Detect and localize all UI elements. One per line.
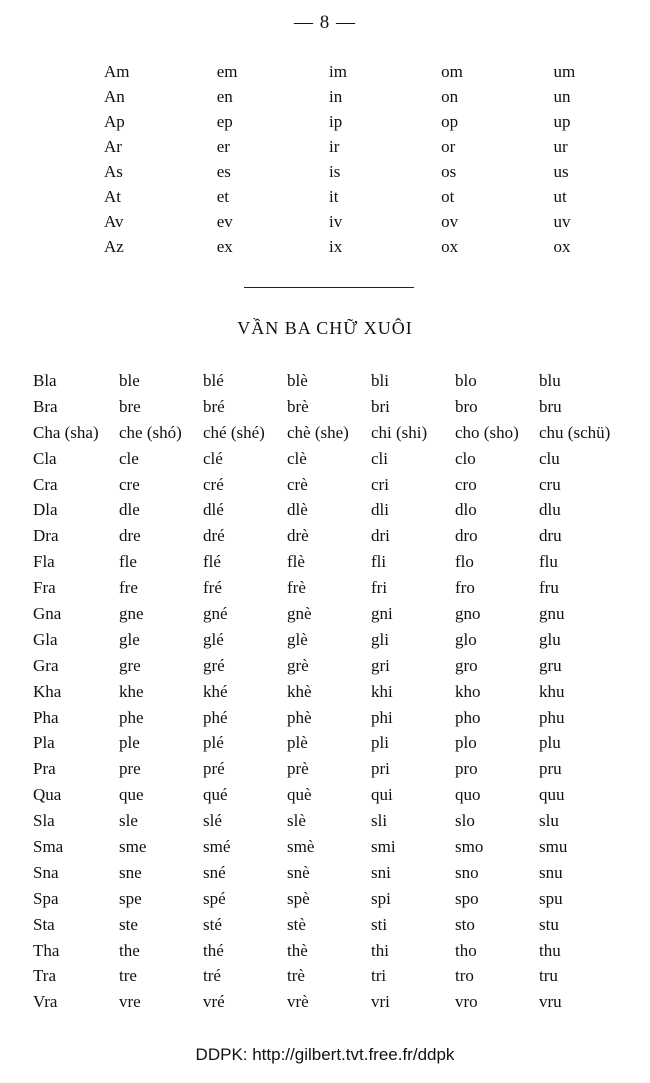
syllable-cell: blè <box>287 370 308 390</box>
syllable-cell: gle <box>119 629 140 649</box>
syllable-cell: khé <box>203 681 228 701</box>
syllable-cell: phu <box>539 707 565 727</box>
syllable-cell: sné <box>203 862 226 882</box>
syllable-cell: cro <box>455 474 477 494</box>
syllable-cell: qué <box>203 785 228 805</box>
syllable-cell: ble <box>119 370 140 390</box>
syllable-cell: sli <box>371 811 388 831</box>
syllable-cell: fro <box>455 578 475 598</box>
table-row <box>88 184 650 209</box>
syllable-cell: spu <box>539 888 563 908</box>
syllable-cell: smo <box>455 836 484 856</box>
syllable-cell: om <box>441 61 463 81</box>
table-row <box>88 134 650 159</box>
syllable-cell: gli <box>371 629 389 649</box>
syllable-cell: pho <box>455 707 481 727</box>
syllable-cell: gne <box>119 603 144 623</box>
syllable-cell: plo <box>455 733 477 753</box>
syllable-cell: smi <box>371 836 396 856</box>
syllable-cell: slu <box>539 811 559 831</box>
syllable-cell: fli <box>371 552 387 572</box>
syllable-cell: fru <box>539 578 559 598</box>
syllable-cell: grè <box>287 655 309 675</box>
syllable-cell: sni <box>371 862 391 882</box>
syllable-cell: flo <box>455 552 474 572</box>
syllable-cell: vré <box>203 992 225 1012</box>
syllable-cell: quu <box>539 785 565 805</box>
table-row <box>33 523 623 549</box>
syllable-cell: cré <box>203 474 224 494</box>
syllable-cell: bre <box>119 396 141 416</box>
syllable-cell: khè <box>287 681 312 701</box>
syllable-cell: ur <box>553 136 568 156</box>
table-row <box>33 627 623 653</box>
syllable-cell: vro <box>455 992 478 1012</box>
syllable-cell: plu <box>539 733 561 753</box>
page-number: — 8 — <box>294 12 356 33</box>
table-row <box>33 446 623 472</box>
syllable-cell: phé <box>203 707 228 727</box>
table-row <box>33 938 623 964</box>
syllable-cell: fle <box>119 552 137 572</box>
syllable-cell: uv <box>553 211 571 231</box>
syllable-table-top <box>88 59 650 259</box>
syllable-cell: chu (schü) <box>539 422 611 442</box>
syllable-cell: dlu <box>539 500 561 520</box>
syllable-cell: sti <box>371 914 388 934</box>
syllable-cell: pro <box>455 759 478 779</box>
syllable-cell: Sna <box>33 862 59 882</box>
syllable-cell: bré <box>203 396 225 416</box>
syllable-cell: gnè <box>287 603 312 623</box>
syllable-cell: vri <box>371 992 390 1012</box>
syllable-cell: phi <box>371 707 393 727</box>
syllable-cell: Sla <box>33 811 55 831</box>
syllable-table-main <box>33 368 623 1015</box>
syllable-cell: um <box>553 61 576 81</box>
syllable-cell: spè <box>287 888 310 908</box>
syllable-cell: dlé <box>203 500 224 520</box>
syllable-cell: vre <box>119 992 141 1012</box>
syllable-cell: iv <box>329 211 343 231</box>
table-row <box>33 756 623 782</box>
syllable-cell: glé <box>203 629 224 649</box>
syllable-cell: flu <box>539 552 558 572</box>
table-row <box>33 472 623 498</box>
syllable-cell: in <box>329 86 343 106</box>
syllable-cell: or <box>441 136 456 156</box>
syllable-cell: spo <box>455 888 479 908</box>
syllable-cell: As <box>104 161 123 181</box>
table-row <box>33 575 623 601</box>
syllable-cell: thè <box>287 940 308 960</box>
section-title: VẦN BA CHỮ XUÔI <box>237 318 413 338</box>
syllable-cell: sne <box>119 862 142 882</box>
table-row <box>33 989 623 1015</box>
syllable-cell: tri <box>371 966 387 986</box>
table-row <box>33 679 623 705</box>
syllable-cell: bri <box>371 396 390 416</box>
syllable-cell: stu <box>539 914 559 934</box>
syllable-cell: Gla <box>33 629 58 649</box>
syllable-cell: Pha <box>33 707 59 727</box>
table-row <box>88 84 650 109</box>
table-row <box>33 730 623 756</box>
syllable-cell: gni <box>371 603 393 623</box>
syllable-cell: cli <box>371 448 388 468</box>
syllable-cell: bli <box>371 370 389 390</box>
syllable-cell: Dla <box>33 500 58 520</box>
syllable-cell: Pla <box>33 733 55 753</box>
syllable-cell: im <box>329 61 347 81</box>
syllable-cell: dre <box>119 526 141 546</box>
syllable-cell: thi <box>371 940 389 960</box>
syllable-cell: Dra <box>33 526 59 546</box>
syllable-cell: Ap <box>104 111 125 131</box>
syllable-cell: Kha <box>33 681 62 701</box>
syllable-table-main-body <box>33 368 623 1015</box>
syllable-cell: gri <box>371 655 390 675</box>
syllable-cell: tro <box>455 966 474 986</box>
syllable-cell: fre <box>119 578 138 598</box>
syllable-cell: et <box>216 186 229 206</box>
syllable-cell: gné <box>203 603 228 623</box>
syllable-cell: dli <box>371 500 389 520</box>
syllable-cell: Az <box>104 236 124 256</box>
syllable-cell: drè <box>287 526 309 546</box>
syllable-cell: pre <box>119 759 141 779</box>
syllable-cell: sté <box>203 914 222 934</box>
syllable-cell: glo <box>455 629 477 649</box>
section-divider <box>244 287 414 288</box>
syllable-cell: vrè <box>287 992 309 1012</box>
syllable-cell: flè <box>287 552 305 572</box>
syllable-cell: spé <box>203 888 226 908</box>
syllable-cell: Vra <box>33 992 58 1012</box>
table-row <box>88 234 650 259</box>
syllable-cell: sme <box>119 836 147 856</box>
syllable-cell: gno <box>455 603 481 623</box>
syllable-cell: Cla <box>33 448 57 468</box>
syllable-cell: ché (shé) <box>203 422 265 442</box>
table-row <box>88 109 650 134</box>
table-row <box>33 394 623 420</box>
syllable-cell: ir <box>329 136 340 156</box>
syllable-cell: us <box>553 161 569 181</box>
syllable-cell: glè <box>287 629 308 649</box>
syllable-cell: cri <box>371 474 389 494</box>
syllable-cell: Am <box>104 61 130 81</box>
syllable-cell: què <box>287 785 312 805</box>
syllable-cell: thu <box>539 940 561 960</box>
syllable-cell: ix <box>329 236 343 256</box>
syllable-cell: pré <box>203 759 225 779</box>
syllable-cell: slé <box>203 811 222 831</box>
syllable-cell: gru <box>539 655 562 675</box>
syllable-cell: blo <box>455 370 477 390</box>
syllable-cell: cle <box>119 448 139 468</box>
syllable-cell: dlè <box>287 500 308 520</box>
syllable-cell: tré <box>203 966 221 986</box>
syllable-cell: que <box>119 785 144 805</box>
syllable-cell: At <box>104 186 121 206</box>
syllable-cell: ip <box>329 111 343 131</box>
table-row <box>33 497 623 523</box>
syllable-cell: phe <box>119 707 144 727</box>
syllable-cell: tre <box>119 966 137 986</box>
syllable-cell: snè <box>287 862 310 882</box>
syllable-cell: er <box>216 136 230 156</box>
table-row <box>33 782 623 808</box>
syllable-cell: clè <box>287 448 307 468</box>
syllable-cell: plè <box>287 733 308 753</box>
table-row <box>33 808 623 834</box>
syllable-cell: smu <box>539 836 568 856</box>
syllable-cell: snu <box>539 862 563 882</box>
syllable-cell: kho <box>455 681 481 701</box>
syllable-cell: fri <box>371 578 388 598</box>
table-row <box>88 159 650 184</box>
syllable-cell: ot <box>441 186 455 206</box>
table-row <box>33 886 623 912</box>
table-row <box>88 59 650 84</box>
syllable-cell: thé <box>203 940 224 960</box>
syllable-cell: crè <box>287 474 308 494</box>
syllable-cell: Gra <box>33 655 59 675</box>
syllable-cell: brè <box>287 396 309 416</box>
syllable-cell: Av <box>104 211 124 231</box>
syllable-cell: vru <box>539 992 562 1012</box>
syllable-cell: glu <box>539 629 561 649</box>
table-row <box>33 601 623 627</box>
syllable-cell: spi <box>371 888 391 908</box>
syllable-cell: blé <box>203 370 224 390</box>
syllable-cell: sto <box>455 914 475 934</box>
syllable-cell: op <box>441 111 459 131</box>
syllable-cell: Tra <box>33 966 56 986</box>
syllable-cell: khe <box>119 681 144 701</box>
syllable-cell: cho (sho) <box>455 422 519 442</box>
table-row <box>33 705 623 731</box>
syllable-cell: gnu <box>539 603 565 623</box>
syllable-cell: ep <box>216 111 233 131</box>
syllable-cell: chè (she) <box>287 422 349 442</box>
syllable-cell: un <box>553 86 571 106</box>
syllable-cell: sno <box>455 862 479 882</box>
syllable-cell: dro <box>455 526 478 546</box>
syllable-cell: plé <box>203 733 224 753</box>
syllable-cell: en <box>216 86 233 106</box>
syllable-cell: clo <box>455 448 476 468</box>
syllable-cell: it <box>329 186 339 206</box>
syllable-cell: Fra <box>33 578 56 598</box>
table-row <box>33 963 623 989</box>
syllable-cell: Bla <box>33 370 57 390</box>
syllable-cell: os <box>441 161 457 181</box>
syllable-cell: Spa <box>33 888 59 908</box>
syllable-cell: ev <box>216 211 233 231</box>
syllable-cell: cru <box>539 474 561 494</box>
syllable-cell: ex <box>216 236 233 256</box>
syllable-cell: tho <box>455 940 477 960</box>
syllable-cell: ox <box>441 236 459 256</box>
syllable-cell: smè <box>287 836 315 856</box>
syllable-cell: fré <box>203 578 222 598</box>
syllable-cell: sle <box>119 811 138 831</box>
syllable-cell: trè <box>287 966 305 986</box>
table-row <box>33 834 623 860</box>
syllable-cell: dré <box>203 526 225 546</box>
syllable-cell: em <box>216 61 238 81</box>
syllable-cell: es <box>216 161 231 181</box>
syllable-cell: on <box>441 86 459 106</box>
syllable-cell: ut <box>553 186 567 206</box>
syllable-cell: blu <box>539 370 561 390</box>
syllable-cell: pri <box>371 759 390 779</box>
syllable-cell: flé <box>203 552 221 572</box>
syllable-cell: dle <box>119 500 140 520</box>
syllable-cell: quo <box>455 785 481 805</box>
table-row <box>33 420 623 446</box>
syllable-cell: che (shó) <box>119 422 182 442</box>
syllable-cell: khi <box>371 681 393 701</box>
syllable-cell: ple <box>119 733 140 753</box>
syllable-cell: Cha (sha) <box>33 422 99 442</box>
syllable-cell: gre <box>119 655 141 675</box>
syllable-cell: up <box>553 111 571 131</box>
table-row <box>33 368 623 394</box>
syllable-cell: Fla <box>33 552 55 572</box>
syllable-cell: is <box>329 161 341 181</box>
syllable-cell: bro <box>455 396 478 416</box>
syllable-cell: stè <box>287 914 306 934</box>
syllable-cell: dlo <box>455 500 477 520</box>
syllable-cell: frè <box>287 578 306 598</box>
syllable-cell: tru <box>539 966 558 986</box>
syllable-cell: smé <box>203 836 231 856</box>
syllable-cell: Sma <box>33 836 64 856</box>
syllable-cell: ox <box>553 236 571 256</box>
syllable-cell: cre <box>119 474 140 494</box>
syllable-cell: ste <box>119 914 138 934</box>
syllable-cell: Cra <box>33 474 58 494</box>
syllable-table-top-body <box>88 59 650 259</box>
table-row <box>33 860 623 886</box>
syllable-cell: clé <box>203 448 223 468</box>
syllable-cell: spe <box>119 888 142 908</box>
syllable-cell: phè <box>287 707 312 727</box>
syllable-cell: slo <box>455 811 475 831</box>
table-row <box>33 653 623 679</box>
syllable-cell: chi (shi) <box>371 422 428 442</box>
syllable-cell: Gna <box>33 603 62 623</box>
syllable-cell: pli <box>371 733 389 753</box>
syllable-cell: dru <box>539 526 562 546</box>
syllable-cell: slè <box>287 811 306 831</box>
syllable-cell: Sta <box>33 914 55 934</box>
syllable-cell: dri <box>371 526 390 546</box>
syllable-cell: Bra <box>33 396 58 416</box>
syllable-cell: ov <box>441 211 459 231</box>
syllable-cell: bru <box>539 396 562 416</box>
syllable-cell: gré <box>203 655 225 675</box>
syllable-cell: clu <box>539 448 560 468</box>
footer-source-url: DDPK: http://gilbert.tvt.free.fr/ddpk <box>195 1045 455 1064</box>
syllable-cell: qui <box>371 785 393 805</box>
syllable-cell: prè <box>287 759 309 779</box>
syllable-cell: Tha <box>33 940 60 960</box>
syllable-cell: the <box>119 940 140 960</box>
syllable-cell: An <box>104 86 125 106</box>
syllable-cell: pru <box>539 759 562 779</box>
syllable-cell: gro <box>455 655 478 675</box>
syllable-cell: khu <box>539 681 565 701</box>
table-row <box>88 209 650 234</box>
syllable-cell: Ar <box>104 136 122 156</box>
table-row <box>33 912 623 938</box>
syllable-cell: Pra <box>33 759 56 779</box>
table-row <box>33 549 623 575</box>
syllable-cell: Qua <box>33 785 62 805</box>
